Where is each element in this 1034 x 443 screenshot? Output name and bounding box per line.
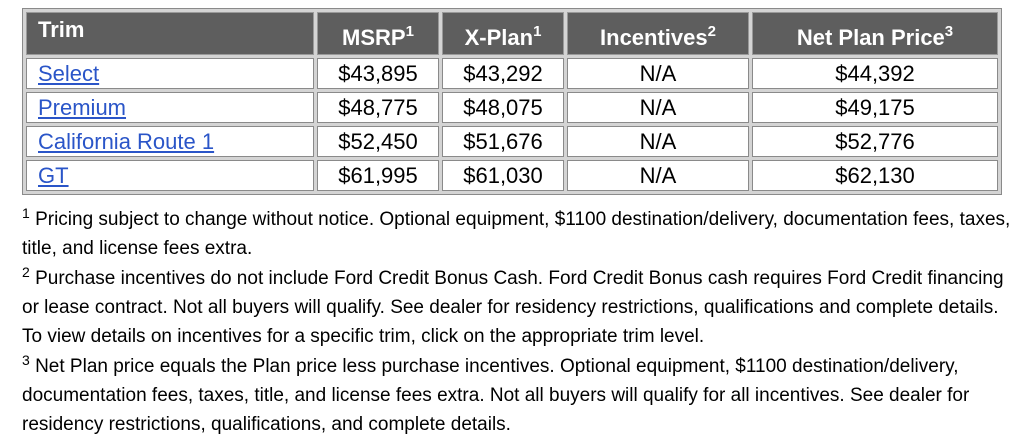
header-msrp-label: MSRP	[342, 25, 406, 50]
trim-cell	[26, 126, 314, 157]
x-plan-cell: $43,292	[442, 58, 564, 89]
incentives-cell: N/A	[567, 58, 749, 89]
x-plan-cell: $51,676	[442, 126, 564, 157]
footnote-text: Pricing subject to change without notice. Optional equipment, $1100 destination/delivery, documentation fees, taxes, title, and license fees extra.	[22, 209, 1011, 259]
header-net-plan-price	[752, 12, 998, 55]
header-net-plan-price-footnote-ref: 3	[944, 23, 954, 40]
footnote-marker: 2	[22, 264, 30, 280]
pricing-table	[22, 8, 1002, 195]
header-incentives	[567, 12, 749, 55]
table-row	[26, 126, 998, 157]
footnote-text: Purchase incentives do not include Ford Credit Bonus Cash. Ford Credit Bonus cash requires Ford Credit financing or lease contract. Not all buyers will qualify. See dealer for residency restrictions, qualifications and complete details. To view details on incentives for a specific trim, click on the appropriate trim level.	[22, 268, 1004, 347]
trim-cell	[26, 92, 314, 123]
footnote-1	[22, 205, 1022, 263]
incentives-cell: N/A	[567, 92, 749, 123]
msrp-cell: $61,995	[317, 160, 439, 191]
net-plan-price-cell: $62,130	[752, 160, 998, 191]
msrp-cell: $43,895	[317, 58, 439, 89]
table-row	[26, 58, 998, 89]
trim-link-gt[interactable]: GT	[38, 162, 69, 188]
incentives-cell: N/A	[567, 160, 749, 191]
msrp-cell: $48,775	[317, 92, 439, 123]
header-incentives-footnote-ref: 2	[707, 23, 716, 40]
footnote-2	[22, 264, 1022, 351]
trim-cell	[26, 160, 314, 191]
footnote-marker: 3	[22, 352, 30, 368]
footnote-text: Net Plan price equals the Plan price less purchase incentives. Optional equipment, $1100 destination/delivery, documentation fees, taxes, title, and license fees extra. Not all buyers will qualify for all incentives. See dealer for residency restrictions, qualifications, and complete details.	[22, 356, 970, 435]
incentives-cell: N/A	[567, 126, 749, 157]
header-trim	[26, 12, 314, 55]
table-header-row	[26, 12, 998, 55]
trim-cell	[26, 58, 314, 89]
x-plan-cell: $48,075	[442, 92, 564, 123]
header-msrp-footnote-ref: 1	[405, 23, 414, 40]
header-incentives-label: Incentives	[600, 25, 708, 50]
trim-link-select[interactable]: Select	[38, 60, 100, 86]
trim-link-premium[interactable]: Premium	[38, 94, 127, 120]
header-x-plan-footnote-ref: 1	[533, 23, 542, 40]
header-trim-label: Trim	[38, 17, 85, 42]
header-x-plan	[442, 12, 564, 55]
net-plan-price-cell: $44,392	[752, 58, 998, 89]
trim-link-california-route-1[interactable]: California Route 1	[38, 128, 215, 154]
footnote-3	[22, 352, 1022, 439]
table-row	[26, 92, 998, 123]
table-row	[26, 160, 998, 191]
msrp-cell: $52,450	[317, 126, 439, 157]
net-plan-price-cell: $52,776	[752, 126, 998, 157]
footnote-marker: 1	[22, 205, 30, 221]
footnotes	[22, 205, 1022, 440]
header-x-plan-label: X-Plan	[464, 25, 534, 50]
net-plan-price-cell: $49,175	[752, 92, 998, 123]
header-msrp	[317, 12, 439, 55]
x-plan-cell: $61,030	[442, 160, 564, 191]
header-net-plan-price-label: Net Plan Price	[796, 25, 945, 50]
